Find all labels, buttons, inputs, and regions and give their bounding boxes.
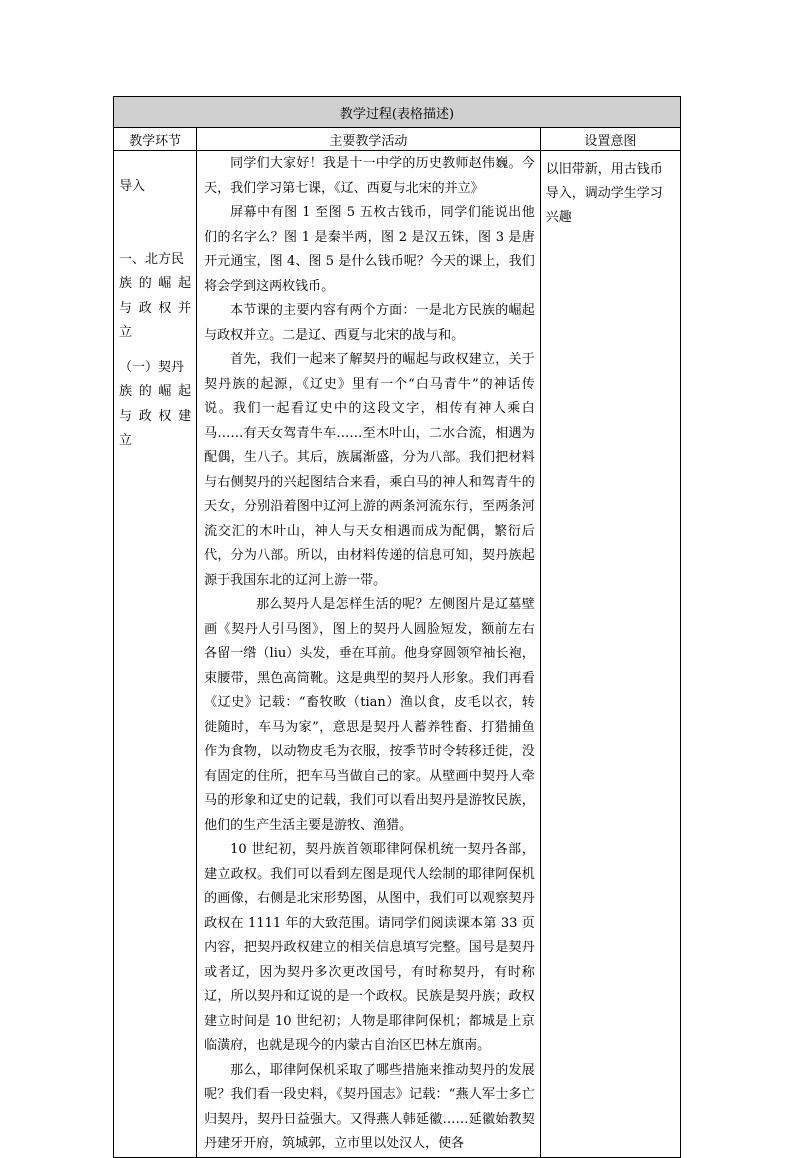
stage-column [114,151,197,1158]
activity-paragraph-1: 同学们大家好！我是十一中学的历史教师赵伟巍。今天，我们学习第七课，《辽、西夏与北宋的并立》 [204,156,535,196]
activity-paragraph-5: 那么契丹人是怎样生活的呢？左侧图片是辽墓壁画《契丹人引马图》，图上的契丹人圆脸短发，额前左右各留一绺（liu）头发，垂在耳前。他身穿圆领窄袖长袍，束腰带，黑色高筒靴。这是典型的契丹人形象。我们再看《辽史》记载：“畜牧畋（tian）渔以食，皮毛以衣，转徙随时，车马为家”，意思是契丹人蓄养牲畜、打猎捕鱼作为食物，以动物皮毛为衣服，按季节时令转移迁徙，没有固定的住所，把车马当做自己的家。从壁画中契丹人牵马的形象和辽史的记载，我们可以看出契丹是游牧民族，他们的生产生活主要是游牧、渔猎。 [204,597,535,833]
activity-paragraph-6: 10 世纪初，契丹族首领耶律阿保机统一契丹各部，建立政权。我们可以看到左图是现代人绘制的耶律阿保机的画像，右侧是北宋形势图，从图中，我们可以观察契丹政权在 1111 年的大致范围。请同学们阅读课本第 33 页内容，把契丹政权建立的相关信息填写完整。国号是契丹或者辽，因为契丹多次更改国号，有时称契丹，有时称辽，所以契丹和辽说的是一个政权。民族是契丹族；政权建立时间是 10 世纪初；人物是耶律阿保机；都城是上京临潢府，也就是现今的内蒙古自治区巴林左旗南。 [204,842,535,1053]
activity-paragraph-7: 那么，耶律阿保机采取了哪些措施来推动契丹的发展呢？我们看一段史料，《契丹国志》记载：“燕人军士多亡归契丹，契丹日益强大。又得燕人韩延徽……延徽始教契丹建牙开府，筑城郭，立市里以处汉人，使各 [204,1062,535,1151]
header-intent: 设置意图 [540,128,680,151]
stage-section1-1-line3: 与政权建 [119,408,192,424]
stage-section1-1-line4: 立 [119,433,133,448]
intent-text: 以旧带新，用古钱币导入，调动学生学习兴趣 [545,162,663,225]
stage-section1-line4: 立 [119,325,133,340]
stage-section1-line1: 一、北方民 [119,251,185,267]
teaching-process-table [113,96,681,1158]
stage-section1-1-line1: （一）契丹 [119,359,185,375]
header-stage: 教学环节 [114,128,197,151]
table-title: 教学过程(表格描述) [114,97,681,128]
header-activities: 主要教学活动 [197,128,541,151]
stage-section1-line2: 族的崛起 [119,276,192,291]
activities-column [197,151,541,1158]
stage-intro: 导入 [119,179,146,194]
activity-paragraph-4: 首先，我们一起来了解契丹的崛起与政权建立，关于契丹族的起源，《辽史》里有一个“白马青牛”的神话传说。我们一起看辽史中的这段文字，相传有神人乘白马……有天女驾青牛车……至木叶山，二水合流，相遇为配偶，生八子。其后，族属渐盛，分为八部。我们把材料与右侧契丹的兴起图结合来看，乘白马的神人和驾青牛的天女，分别沿着图中辽河上游的两条河流东行，至两条河流交汇的木叶山，神人与天女相遇而成为配偶，繁衍后代，分为八部。所以，由材料传递的信息可知，契丹族起源于我国东北的辽河上游一带。 [204,352,535,588]
activity-paragraph-2: 屏幕中有图 1 至图 5 五枚古钱币，同学们能说出他们的名字么？图 1 是秦半两，图 2 是汉五铢，图 3 是唐开元通宝，图 4、图 5 是什么钱币呢？今天的课上，我们将会学到这两枚钱币。 [204,205,535,294]
intent-column [540,151,680,1158]
stage-section1-1-line2: 族的崛起 [119,384,192,399]
stage-section1-line3: 与政权并 [119,300,192,316]
activity-paragraph-3: 本节课的主要内容有两个方面：一是北方民族的崛起与政权并立。二是辽、西夏与北宋的战与和。 [204,303,535,343]
